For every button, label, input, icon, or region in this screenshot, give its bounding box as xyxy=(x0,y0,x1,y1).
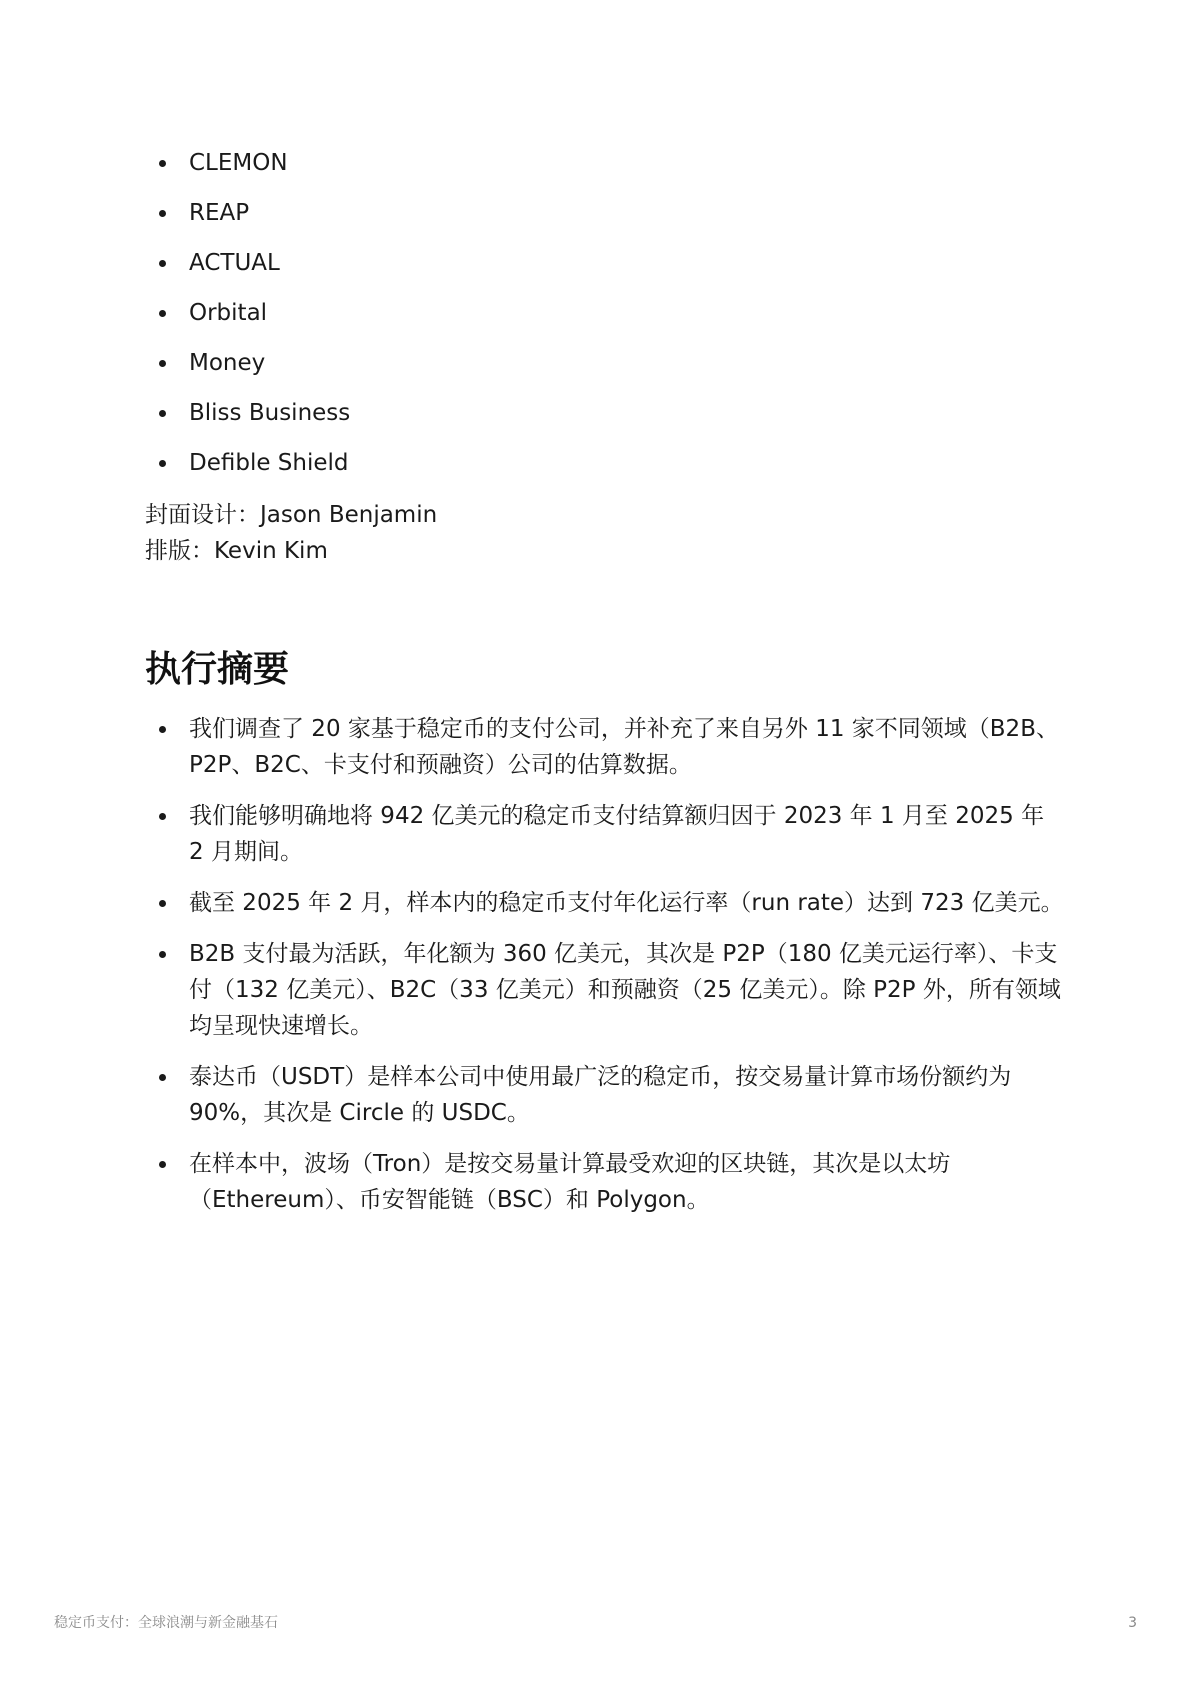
bullet-icon xyxy=(159,900,166,907)
executive-summary-list xyxy=(145,711,1065,1233)
bullet-icon xyxy=(159,210,166,217)
sponsor-name: Orbital xyxy=(189,300,268,326)
sponsor-name: Money xyxy=(189,350,266,376)
page-number: 3 xyxy=(1128,1615,1137,1631)
list-item xyxy=(145,711,1065,783)
sponsor-name: Bliss Business xyxy=(189,400,351,426)
summary-text: 泰达币（USDT）是样本公司中使用最广泛的稳定币，按交易量计算市场份额约为 90%，其次是 Circle 的 USDC。 xyxy=(189,1064,1012,1126)
sponsor-list xyxy=(145,145,1065,495)
list-item xyxy=(145,295,1065,331)
summary-text: 我们调查了 20 家基于稳定币的支付公司，并补充了来自另外 11 家不同领域（B2B、P2P、B2C、卡支付和预融资）公司的估算数据。 xyxy=(189,716,1059,778)
bullet-icon xyxy=(159,310,166,317)
sponsor-name: REAP xyxy=(189,200,250,226)
list-item xyxy=(145,345,1065,381)
sponsor-name: Defible Shield xyxy=(189,450,349,476)
sponsor-name: ACTUAL xyxy=(189,250,280,276)
footer-document-title: 稳定币支付：全球浪潮与新金融基石 xyxy=(54,1615,278,1631)
list-item xyxy=(145,798,1065,870)
list-item xyxy=(145,245,1065,281)
cover-design-credit: 封面设计：Jason Benjamin xyxy=(145,502,438,528)
list-item xyxy=(145,936,1065,1044)
summary-text: 我们能够明确地将 942 亿美元的稳定币支付结算额归因于 2023 年 1 月至 2025 年 2 月期间。 xyxy=(189,803,1045,865)
bullet-icon xyxy=(159,951,166,958)
sponsor-name: CLEMON xyxy=(189,150,288,176)
summary-text: B2B 支付最为活跃，年化额为 360 亿美元，其次是 P2P（180 亿美元运行率）、卡支付（132 亿美元）、B2C（33 亿美元）和预融资（25 亿美元）。除 P2P 外，所有领域均呈现快速增长。 xyxy=(189,941,1061,1039)
layout-credit: 排版：Kevin Kim xyxy=(145,538,328,564)
list-item xyxy=(145,1059,1065,1131)
bullet-icon xyxy=(159,813,166,820)
bullet-icon xyxy=(159,160,166,167)
bullet-icon xyxy=(159,1161,166,1168)
list-item xyxy=(145,195,1065,231)
list-item xyxy=(145,395,1065,431)
bullet-icon xyxy=(159,260,166,267)
list-item xyxy=(145,885,1065,921)
list-item xyxy=(145,1146,1065,1218)
summary-text: 截至 2025 年 2 月，样本内的稳定币支付年化运行率（run rate）达到 723 亿美元。 xyxy=(189,890,1064,916)
bullet-icon xyxy=(159,726,166,733)
summary-text: 在样本中，波场（Tron）是按交易量计算最受欢迎的区块链，其次是以太坊（Ethereum）、币安智能链（BSC）和 Polygon。 xyxy=(189,1151,951,1213)
bullet-icon xyxy=(159,410,166,417)
list-item xyxy=(145,445,1065,481)
list-item xyxy=(145,145,1065,181)
section-title: 执行摘要 xyxy=(145,649,290,690)
bullet-icon xyxy=(159,1074,166,1081)
bullet-icon xyxy=(159,460,166,467)
bullet-icon xyxy=(159,360,166,367)
